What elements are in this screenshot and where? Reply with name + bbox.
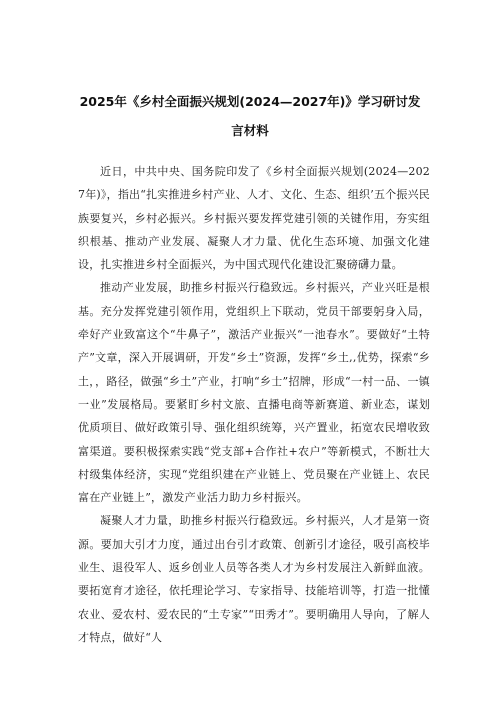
paragraph-industry: 推动产业发展，助推乡村振兴行稳致远。乡村振兴，产业兴旺是根基。充分发挥党建引领作用，党组织上下联动，党员干部要躬身入局，牵好产业致富这个“牛鼻子”，激活产业振兴“一池春水”。要做好“土特产”文章，深入开展调研，开发“乡土”资源，发挥“乡土,,优势，探索“乡土，，路径，做强“乡土”产业，打响“乡士”招牌，形成“一村一品、一镇一业”发展格局。要紧盯乡村文旅、直播电商等新赛道、新业态，谋划优质项目、做好政策引导、强化组织统筹，兴产置业，拓宽农民增收致富渠道。要积极探索实践“党支部+合作社+农户”等新模式，不断壮大村级集体经济，实现“党组织建在产业链上、党员聚在产业链上、农民富在产业链上”，激发产业活力助力乡村振兴。 [78,281,430,505]
paragraph-talent: 凝聚人才力量，助推乡村振兴行稳致远。乡村振兴，人才是第一资源。要加大引才力度，通过出台引才政策、创新引才途径，吸引高校毕业生、退役军人、返乡创业人员等各类人才为乡村发展注入新鲜血液。要拓宽育才途径，依托理论学习、专家指导、技能培训等，打造一批懂农业、爱农村、爱农民的“土专家”“田秀才”。要明确用人导向，了解人才特点，做好“人 [78,514,430,644]
document-body [78,160,430,649]
document-title-continued: 言材料 [231,123,269,138]
paragraph-intro: 近日，中共中央、国务院印发了《乡村全面振兴规划(2024—2027年)》，指出“扎实推进乡村产业、人才、文化、生态、组织’五个振兴民族要复兴，乡村必振兴。乡村振兴要发挥党建引领的关键作用，夯实组织根基、推动产业发展、凝聚人才力量、优化生态环境、加强文化建设，扎实推进乡村全面振兴，为中国式现代化建设汇聚磅礴力量。 [78,165,430,272]
document-title: 2025年《乡村全面振兴规划(2024—2027年)》学习研讨发 [79,94,421,109]
